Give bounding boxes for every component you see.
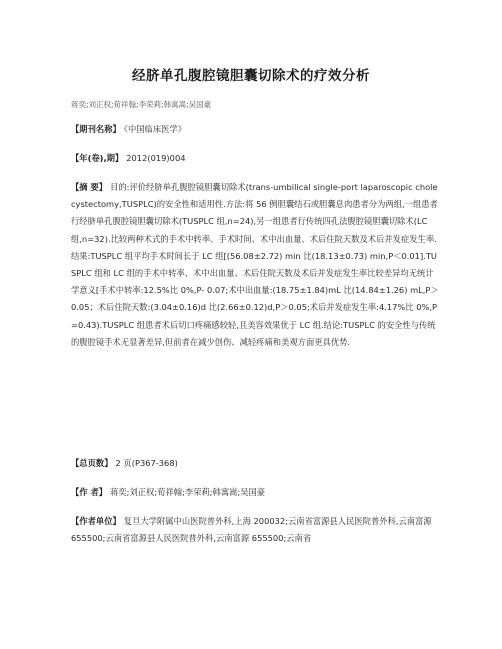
pages-label: 【总页数】 xyxy=(71,458,113,468)
author-unit-value: 复旦大学附属中山医院普外科,上海 200032;云南省富源县人民医院普外科,云南富源 655500;云南省富源县人民医院普外科,云南富源 655500;云南省 xyxy=(71,516,432,544)
abstract-text: 目的:评价经脐单孔腹腔镜胆囊切除术(trans-umbilical single-port laparoscopic cholecystectomy,TUSPLC)的安全性和适用性.方法:将 56 例胆囊结石或胆囊息肉患者分为两组,一组患者行经脐单孔腹腔镜胆囊切除术(TUSPLC 组,n=24),另一组患者行传统四孔法腹腔镜胆囊切除术(LC 组,n=32).比较两种术式的手术中转率、手术时间、术中出血量、术后住院天数及术后并发症发生率.结果:TUSPLC 组平均手术时间长于 LC 组[(56.08±2.72) min 比(18.13±0.73) min,P＜0.01].TUSPLC 组和 LC 组的手术中转率、术中出血量、术后住院天数及术后并发症发生率比较差异均无统计学意义[手术中转率:12.5%比 0%,P- 0.07;术中出血量:(18.75±1.84)mL 比(14.84±1.26) mL,P＞0.05；术后住院天数:(3.04±0.16)d 比(2.66±0.12)d,P＞0.05;术后并发症发生率:4.17%比 0%,P=0.43).TUSPLC 组患者术后切口疼痛感较轻,且美容效果优于 LC 组.结论:TUSPLC 的安全性与传统的腹腔镜手术无显著差异,但前者在减少创伤、减轻疼痛和美观方面更具优势. xyxy=(71,182,439,347)
pages-field xyxy=(71,455,439,472)
abstract-label: 【摘 要】 xyxy=(71,182,108,192)
author-value: 蒋奕;刘正权;荀祥翰;李荣莉;韩寓嵩;吴国豪 xyxy=(110,487,266,497)
author-unit-field xyxy=(71,513,439,547)
year-value: 2012(019)004 xyxy=(126,153,186,163)
abstract-field xyxy=(71,179,439,351)
year-label: 【年(卷),期】 xyxy=(71,153,124,163)
pages-value: 2 页(P367-368) xyxy=(115,458,178,468)
author-unit-label: 【作者单位】 xyxy=(71,516,121,526)
document-title: 经脐单孔腹腔镜胆囊切除术的疗效分析 xyxy=(132,68,370,84)
journal-value: 《中国临床医学》 xyxy=(123,124,187,134)
authors-line: 蒋奕;刘正权;荀祥翰;李荣莉;韩寓嵩;吴国豪 xyxy=(71,100,212,109)
year-field xyxy=(71,150,439,167)
journal-field xyxy=(71,121,439,138)
author-label: 【作 者】 xyxy=(71,487,108,497)
journal-label: 【期刊名称】 xyxy=(71,124,121,134)
author-field xyxy=(71,484,439,501)
